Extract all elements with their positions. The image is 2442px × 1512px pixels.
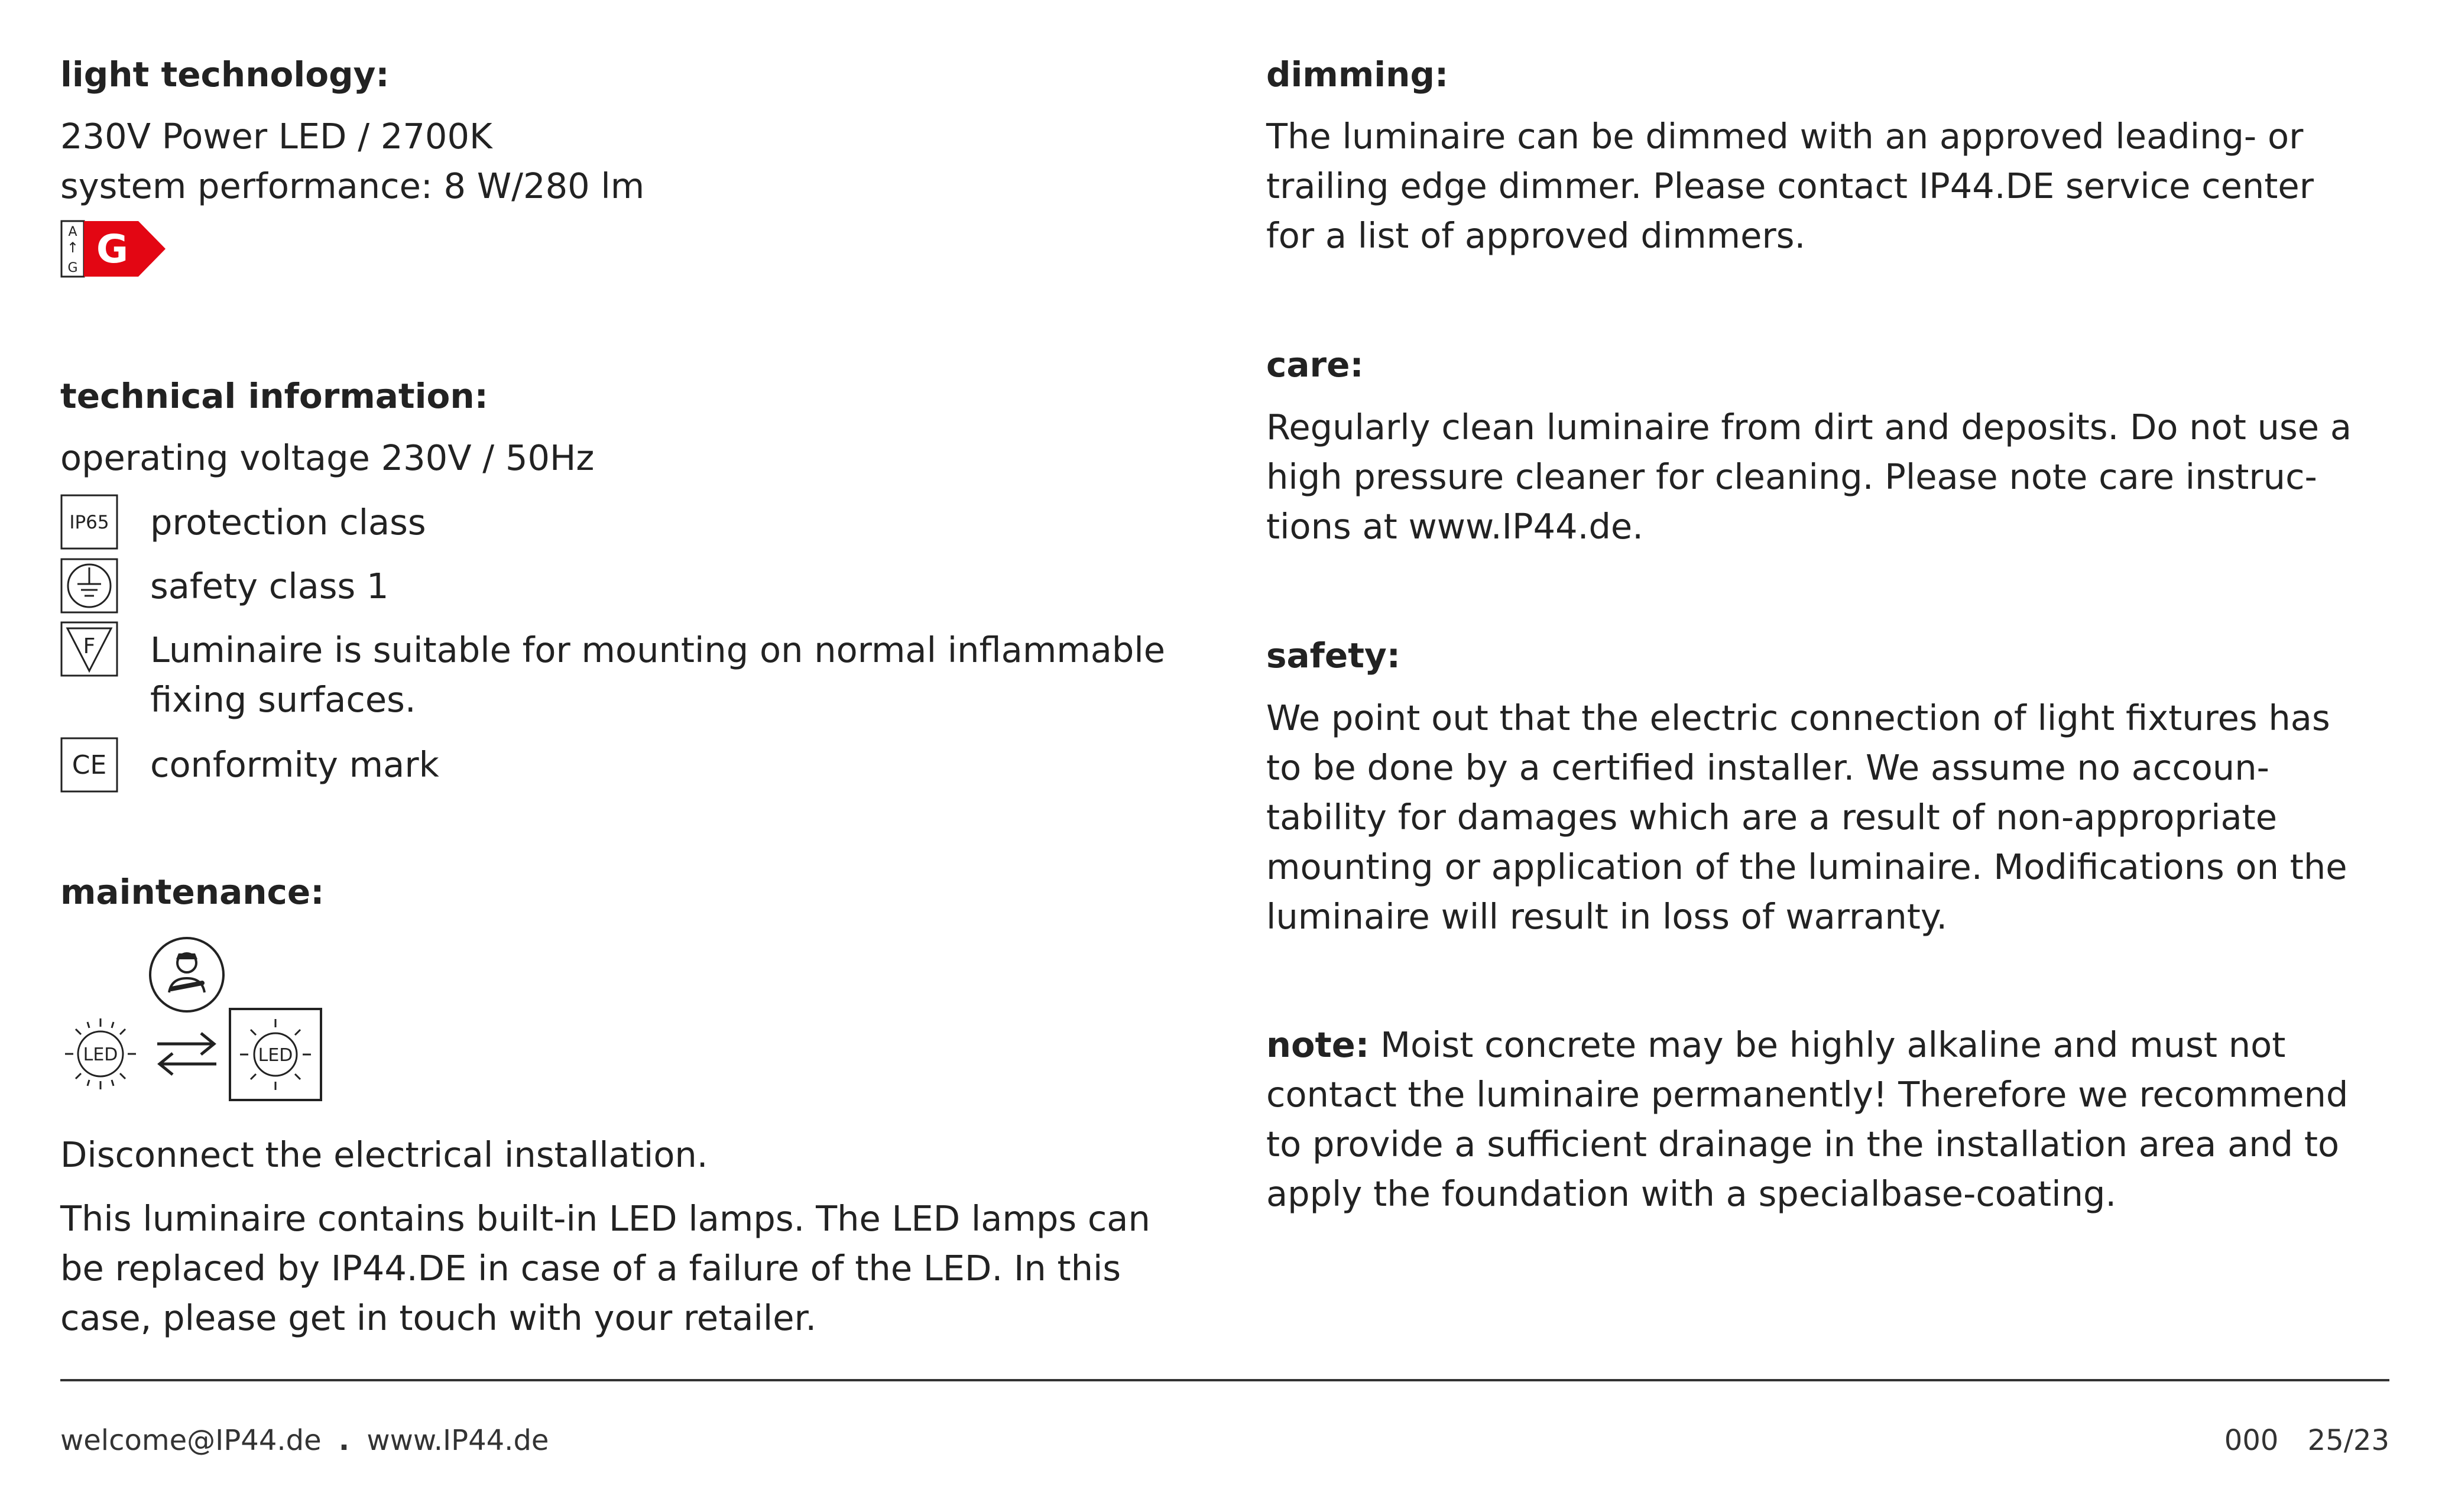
care-heading: care:	[1266, 345, 1364, 385]
led-module-icon	[228, 1007, 323, 1104]
dimming-line3: for a list of approved dimmers.	[1266, 215, 1806, 256]
safety-line4: mounting or application of the luminaire. Modifications on the	[1266, 846, 2347, 887]
dimming-line1: The luminaire can be dimmed with an approved leading- or	[1266, 116, 2304, 157]
safety-heading: safety:	[1266, 635, 1400, 676]
mounting-surface-text-line2: fixing surfaces.	[150, 679, 416, 720]
safety-class-text: safety class 1	[150, 566, 389, 606]
note-line4: apply the foundation with a specialbase-coating.	[1266, 1173, 2117, 1214]
note-line1-text: Moist concrete may be highly alkaline and must not	[1369, 1024, 2286, 1065]
dimming-line2: trailing edge dimmer. Please contact IP44.DE service center	[1266, 166, 2314, 206]
safety-line5: luminaire will result in loss of warranty.	[1266, 896, 1948, 937]
mounting-surface-text-line1: Luminaire is suitable for mounting on normal inflammable	[150, 630, 1166, 670]
safety-class-1-icon	[60, 558, 118, 616]
safety-line2: to be done by a certified installer. We assume no accoun-	[1266, 747, 2269, 788]
svg-text:LED: LED	[258, 1045, 293, 1066]
footer-email[interactable]: welcome@IP44.de	[60, 1424, 322, 1457]
note-line2: contact the luminaire permanently! Therefore we recommend	[1266, 1074, 2349, 1115]
conformity-mark-text: conformity mark	[150, 744, 439, 785]
dimming-heading: dimming:	[1266, 54, 1449, 95]
note-label: note:	[1266, 1024, 1370, 1065]
f-mark-icon	[60, 621, 118, 679]
light-source-text: 230V Power LED / 2700K	[60, 116, 492, 157]
care-line2: high pressure cleaner for cleaning. Please note care instruc-	[1266, 456, 2317, 497]
maintenance-heading: maintenance:	[60, 872, 325, 912]
ce-mark-icon	[60, 737, 118, 795]
safety-line3: tability for damages which are a result of non-appropriate	[1266, 797, 2278, 838]
care-line1: Regularly clean luminaire from dirt and deposits. Do not use a	[1266, 407, 2352, 447]
svg-text:↑: ↑	[66, 239, 79, 256]
ip65-icon	[60, 494, 118, 552]
technical-information-heading: technical information:	[60, 376, 488, 416]
service-technician-icon	[148, 936, 226, 1016]
energy-class: G	[96, 226, 129, 272]
safety-line1: We point out that the electric connection of light fixtures has	[1266, 697, 2330, 738]
maintenance-paragraph-line2: be replaced by IP44.DE in case of a failure of the LED. In this	[60, 1248, 1121, 1289]
disconnect-text: Disconnect the electrical installation.	[60, 1134, 708, 1175]
footer-page-info	[2224, 1420, 2389, 1461]
footer-page-number: 25/23	[2307, 1424, 2389, 1457]
maintenance-paragraph-line1: This luminaire contains built-in LED lamps. The LED lamps can	[60, 1198, 1150, 1239]
energy-label-icon	[60, 220, 167, 280]
light-technology-heading: light technology:	[60, 54, 390, 95]
energy-scale-top: A	[68, 225, 77, 239]
svg-text:IP65: IP65	[69, 512, 109, 533]
footer-separator: .	[338, 1424, 350, 1457]
svg-text:F: F	[83, 634, 96, 658]
note-line3: to provide a sufficient drainage in the installation area and to	[1266, 1124, 2340, 1164]
note-line1	[1266, 1020, 2285, 1070]
footer-divider	[60, 1379, 2389, 1381]
footer-code: 000	[2224, 1424, 2279, 1457]
footer-contact	[60, 1420, 549, 1461]
led-lamp-icon	[59, 1013, 142, 1098]
system-performance-text: system performance: 8 W/280 lm	[60, 166, 645, 206]
svg-text:CE: CE	[72, 750, 107, 780]
protection-class-text: protection class	[150, 502, 426, 543]
maintenance-paragraph-line3: case, please get in touch with your retailer.	[60, 1297, 817, 1338]
operating-voltage-text: operating voltage 230V / 50Hz	[60, 437, 595, 478]
footer-website[interactable]: www.IP44.de	[367, 1424, 549, 1457]
care-line3: tions at www.IP44.de.	[1266, 506, 1643, 547]
energy-scale-bottom: G	[67, 261, 78, 275]
exchange-arrows-icon	[154, 1028, 220, 1081]
svg-text:LED: LED	[83, 1044, 118, 1065]
